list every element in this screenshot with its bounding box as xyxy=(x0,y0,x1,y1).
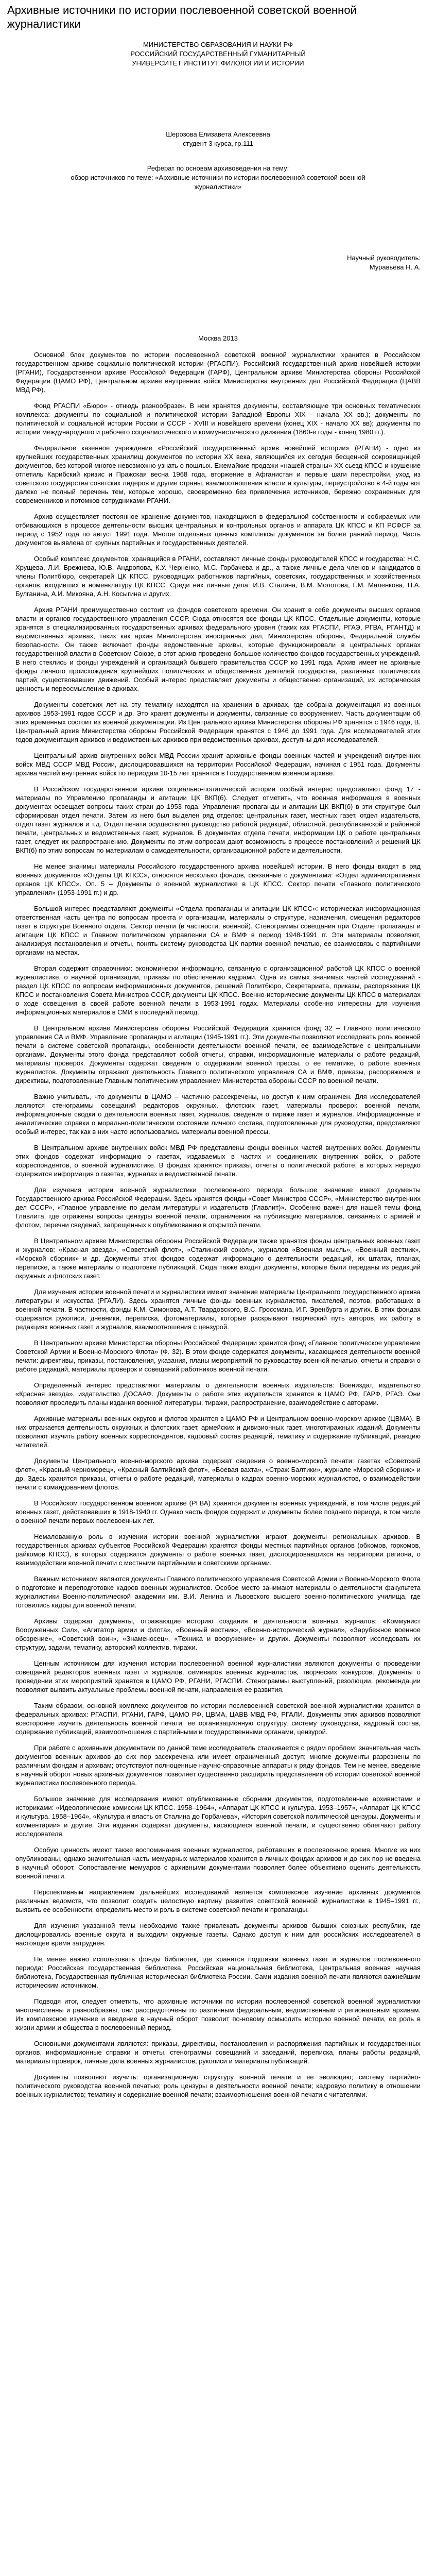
body-paragraph: Определенный интерес представляют материалы о деятельности военных издательств: Воениздат, издательство «Красная звезда», издательство ДОСААФ. Документы о работе этих издательств хранятся в ЦАМО РФ, ГАРФ, РГАЭ. Они позволяют проследить планы издания военной литературы, тиражи, распространение, взаимодействие с авторами. xyxy=(15,1381,421,1406)
body-paragraph: В Центральном архиве внутренних войск МВД РФ представлены фонды военных частей внутренних войск. Документы этих фондов содержат информацию о газетах, издаваемых в частях и соединениях внутренних войск, о работе корреспондентов, о военной журналистике. В фондах хранятся приказы, отчеты о политической работе, в которых нередко содержится информация о газетах, журналах и ведомственной печати. xyxy=(15,1144,421,1178)
document-page xyxy=(0,3,436,2576)
body-paragraph: Большой интерес представляют документы «Отдела пропаганды и агитации ЦК КПСС»: историческая информационная ответственная часть центра по вопросам проекта и организации, материалы о структуре, назначения, смещения редакторов газет в структуре Военного отдела. Сектор печати (в частности, военной). Стенограммы совещания при Отделе пропаганды и агитации ЦК КПСС и Главном политическом управлении СА и ВМФ в период 1948-1991 гг. Эти материалы позволяют, анализируя постановления и отчеты, понять систему руководства ЦК партии военной печатью, ее взаимосвязь с партийными органами на местах. xyxy=(15,905,421,956)
body-paragraph: В Центральном архиве Министерства обороны Российской Федерации также хранятся фонды центральных военных газет и журналов: «Красная звезда», «Советский флот», «Сталинский сокол», журналов «Военная мысль», «Военный вестник», «Морской сборник» и др. Документы этих фондов содержат информацию о деятельности редакций, их штатах, планах, переписке, а также материалы о подготовке публикаций. Сюда также входят документы, которые были переданы из редакций окружных и флотских газет. xyxy=(15,1237,421,1280)
body-paragraph: Особую ценность имеют также воспоминания военных журналистов, работавших в послевоенное время. Многие из них опубликованы, однако значительная часть мемуарных материалов хранится в личных фондах архивов и до сих пор не введена в научный оборот. Сопоставление мемуаров с архивными документами позволяет более объективно оценить деятельность военной печати. xyxy=(15,1846,421,1880)
body-paragraph: Документы позволяют изучить: организационную структуру военной печати и ее эволюцию; систему партийно-политического руководства военной печатью; роль цензуры в деятельности военной печати; кадровую политику в отношении военных журналистов; тематику и содержание военной печати; взаимоотношения военной печати с читателями. xyxy=(15,2073,421,2098)
body-paragraph: Архивные материалы военных округов и флотов хранятся в ЦАМО РФ и Центральном военно-морском архиве (ЦВМА). В них отражается деятельность окружных и флотских газет, армейских и дивизионных газет, многотиражных изданий. Документы позволяют изучить работу военных корреспондентов, кадровый состав редакций, тематику и содержание публикаций, реакцию читателей. xyxy=(15,1415,421,1449)
body-paragraph: Основными документами являются: приказы, директивы, постановления и распоряжения партийных и государственных органов, информационные справки и отчеты, стенограммы совещаний и заседаний, переписка, планы работы редакций, материалы проверок, личные дела военных журналистов, рукописи и материалы публикаций. xyxy=(15,2040,421,2065)
document-body xyxy=(15,350,421,2099)
body-paragraph: Ценным источником для изучения истории послевоенной военной журналистики являются документы о проведении совещаний редакторов военных газет и журналов, семинаров военных журналистов, творческих конкурсов. Документы о проведении этих мероприятий хранятся в ЦАМО РФ, РГАНИ, РГАСПИ. Стенограммы выступлений, резолюции, рекомендации позволяют выявить актуальные проблемы военной печати, направления ее развития. xyxy=(15,1659,421,1693)
body-paragraph: Документы советских лет на эту тематику находятся на хранении в архивах, где собрана документация из военных архивов 1953-1991 годов СССР и др. Это хранят документы и документы, связанные со вооружением. Часть документации об этих временных состоит из военной документации. Из Центрального архива Министерства обороны РФ хранятся с 1946 года, В. Центральный архив Министерства обороны Российской Федерации хранятся с 1946 до 1991 года. Для исследователей этих годов документация архивов и ведомственных архивов при ведомственных архивах, доступны для исследователей. xyxy=(15,701,421,743)
document-title: Архивные источники по истории послевоенной советской военной журналистики xyxy=(7,4,357,30)
city-year: Москва 2013 xyxy=(198,334,238,342)
ministry-line: МИНИСТЕРСТВО ОБРАЗОВАНИЯ И НАУКИ РФ xyxy=(143,41,293,48)
body-paragraph: Архивы содержат документы, отражающие историю создания и деятельности военных журналов: «Коммунист Вооруженных Сил», «Агитатор армии и флота», «Военный вестник», «Военно-исторический журнал», «Зарубежное военное обозрение», «Советский воин», «Знаменосец», «Техника и вооружение» и других. Документы позволяют исследовать их структуру, задачи, тематику, авторский коллектив, тиражи. xyxy=(15,1617,421,1651)
body-paragraph: Архив РГАНИ преимущественно состоит из фондов советского времени. Он хранит в себе документы высших органов власти и органов государственного управления СССР. Сюда относятся все фонды ЦК КПСС. Отдельные документы, которые хранятся в специализированных государственных архивах федерального уровня (таких как РГАСПИ, РГАЭ, РГВА, РГАНТД) и ведомственных архивах, таких как архив Министерства иностранных дел, Министерства обороны, Федеральной службы безопасности. Он также включает фонды ведомственные архивы, которые функционировали в центральных органах государственной власти в Советском Союзе, в этот архив проведено большое количество фондов государственных учреждений. В него стеклись и фонды учреждений и организаций бывшего правительства СССР ко 1991 года. Архив имеет не архивные фонды личного происхождения крупнейших политических и общественных деятелей государства, различных политических партий, существовавших движений. Особый интерес представляет документы и общественно организаций, их историческая ценность и переосмысление в архивах. xyxy=(15,606,421,692)
body-paragraph: Немаловажную роль в изучении истории военной журналистики играют документы региональных архивов. В государственных архивах субъектов Российской Федерации хранятся фонды местных партийных органов (обкомов, горкомов, райкомов КПСС), в которых содержатся документы о работе военных газет, дислоцировавшихся на территории региона, о взаимодействии военной печати с местными партийными и советскими органами. xyxy=(15,1533,421,1567)
body-paragraph: В Центральном архиве Министерства обороны Российской Федерации хранится фонд 32 – Главного политического управления СА и ВМФ. Управление пропаганды и агитации (1945-1991 гг.). Эти документы позволяют исследовать роль военной печати в системе советской пропаганды, особенности деятельности военной печати, ее взаимодействие с центральными органами. Документы этого фонда представляют собой отчеты, справки, информационные материалы о работе редакций, материалы проверок. Документы содержат сведения о содержании военной прессы, о ее тематике, о работе военных журналистов. Документы отражают деятельность Главного политического управления СА и ВМФ, приказы, распоряжения и директивы, подготовленные Главным политическим управлением Министерства обороны СССР по военной печати. xyxy=(15,1024,421,1084)
body-paragraph: Документы Центрального военно-морского архива содержат сведения о военно-морской печати: газетах «Советский флот», «Красный черноморец», «Красный балтийский флот», «Боевая вахта», «Страж Балтики», журнале «Морской сборник» и др. Здесь хранятся приказы, отчеты о работе редакций, материалы о кадрах военно-морских журналистов, о взаимодействии печати с командованием флотов. xyxy=(15,1457,421,1491)
report-topic: обзор источников по теме: «Архивные источники по истории послевоенной советской военной журналистики» xyxy=(71,174,365,191)
body-paragraph: Большое значение для исследования имеют опубликованные сборники документов, подготовленные архивистами и историками: «Идеологические комиссии ЦК КПСС. 1958–1964», «Аппарат ЦК КПСС и культура. 1953–1957», «Аппарат ЦК КПСС и культура. 1958–1964», «Культура и власть от Сталина до Горбачева», «История советской политической цензуры. Документы и комментарии» и другие. Эти издания содержат документы, касающиеся военной печати, и существенно облегчают работу исследователя. xyxy=(15,1795,421,1838)
body-paragraph: Центральный архив внутренних войск МВД России хранит архивные фонды военных частей и учреждений внутренних войск МВД СССР МВД России, дислоцировавшихся на территории Российской Федерации, начиная с 1951 года. Документы архива частей внутренних войск по периодам 10-15 лет хранятся в Государственном военном архиве. xyxy=(15,752,421,777)
body-paragraph: Фонд РГАСПИ «Бюро» - отнюдь разнообразен. В нем хранятся документы, составляющие три основных тематических комплекса: документы по социальной и политической истории Западной Европы XIX - начала XX вв.); документы по политической и социальной истории России и СССР - XVIII и новейшего времени (конец XIX - начало XX вв); документы по истории международного и рабочего социалистического и коммунистического движения (1860-е годы - конец 1980 гг.). xyxy=(15,402,421,436)
supervisor-block xyxy=(15,253,421,272)
body-paragraph: Для изучения указанной темы необходимо также привлекать документы архивов бывших союзных республик, где дислоцировались военные округа и выходили окружные газеты. Однако доступ к ним для российских исследователей в настоящее время затруднен. xyxy=(15,1922,421,1947)
body-paragraph: Подводя итог, следует отметить, что архивные источники по истории послевоенной советской военной журналистики многочисленны и разнообразны, они рассредоточены по различным федеральным, ведомственным и региональным архивам. Их комплексное изучение и введение в научный оборот позволит по-новому осмыслить историю военной печати, ее роль в жизни армии и общества в послевоенный период. xyxy=(15,1997,421,2031)
report-label: Реферат по основам архивоведения на тему: xyxy=(147,164,289,172)
document-sheet xyxy=(15,40,421,2099)
body-paragraph: Важным источником являются документы Главного политического управления Советской Армии и Военно-Морского Флота о подготовке и переподготовке кадров военных журналистов. Особое место занимают материалы о деятельности факультета журналистики Военно-политической академии им. В.И. Ленина и Львовского высшего военно-политического училища, где готовились кадры для военной печати. xyxy=(15,1575,421,1609)
body-paragraph: Федеральное казенное учреждение «Российский государственный архив новейшей истории» (РГАНИ) - одно из крупнейших государственных хранилищ документов по истории XX века, являющийся их сегодня бесценной сокровищницей документов, без которой многое невозможно узнать о пошлых. Ежемайкие продажи «нашей страны» XX сьезд КПСС и крушение отпетиль Карибский кризис и Пражская весна 1968 года, вторжение в Афганистан и первые шаги перестройки, уход из советского государства советских лидеров и другие страны, взаимоотношения власти и культуры, переустройство в 4-й годы вот далеко не полный перечень тем, которые хорошо, своевременно без привлечения источников, бережно сохраненных для современников и потомков сотрудниками РГАНИ. xyxy=(15,444,421,504)
body-paragraph: Важно учитывать, что документы в ЦАМО – частично рассекречены, но доступ к ним ограничен. Для исследователей являются стенограммы совещаний редакторов окружных, флотских газет, материалы проверок военной печати, информационные сводки о деятельности военных газет, журналов, сведения о тираже газет и журналов. Информационные и аналитические справки о морально-политическом состоянии личного состава, подготовленные для руководства, представляют особый интерес, так как в них часто использовались материалы военной прессы. xyxy=(15,1093,421,1136)
body-paragraph: Перспективным направлением дальнейших исследований является комплексное изучение архивных документов различных ведомств, что позволит создать целостную картину развития советской военной журналистики в 1945–1991 гг., выявить ее особенности, определить место и роль в системе советской печати и пропаганды. xyxy=(15,1888,421,1913)
student-group: студент 3 курса, гр.111 xyxy=(183,140,253,147)
body-paragraph: Не менее значимы материалы Российского государственного архива новейшей истории. В него фонды входят в ряд военных документов «Отделы ЦК КПСС», относятся несколько фондов, связанные с документами: «Отдел административных органов ЦК КПСС». Оп. 5 – Документы о военной журналистике в ЦК КПСС. Сектор печати «Главного политического управления» (1953-1991 гг.) и др. xyxy=(15,862,421,896)
university-line: РОССИЙСКИЙ ГОСУДАРСТВЕННЫЙ ГУМАНИТАРНЫЙ xyxy=(130,50,306,58)
body-paragraph: Особый комплекс документов, хранящийся в РГАНИ, составляют личные фонды руководителей КПСС и государства: Н.С. Хрущева, Л.И. Брежнева, Ю.В. Андропова, К.У. Черненко, М.С. Горбачева и др., а также личные дела членов и кандидатов в члены Политбюро, секретарей ЦК КПСС, руководящих работников партийных, советских, государственных и хозяйственных органов, входивших в номенклатуру ЦК КПСС. Среди них личные дела: И.В. Сталина, В.М. Молотова, Г.М. Маленкова, Н.А. Булганина, А.И. Микояна, А.Н. Косыгина и других. xyxy=(15,555,421,598)
author-name: Шерозова Елизавета Алексеевна xyxy=(166,130,270,138)
body-paragraph: Для изучения истории военной журналистики послевоенного периода большое значение имеют документы Государственного архива Российской Федерации. Здесь хранятся фонды «Совет Министров СССР», «Министерство внутренних дел СССР», «Главное управление по делам литературы и издательств (Главлит)». Особенно важен для нашей темы фонд Главлита, где отражены вопросы цензуры военной печати, ограничения на публикацию материалов, связанных с армией и флотом, перечни сведений, запрещенных к опубликованию в открытой печати. xyxy=(15,1186,421,1229)
supervisor-label: Научный руководитель: xyxy=(347,254,421,262)
body-paragraph: В Российском государственном военном архиве (РГВА) хранятся документы военных учреждений, в том числе редакций военных газет, действовавших в 1918-1940 гг. Однако часть фондов содержит и документы более позднего периода, в том числе о военной печати первых послевоенных лет. xyxy=(15,1499,421,1524)
document-header xyxy=(15,40,421,68)
body-paragraph: Таким образом, основной комплекс документов по истории послевоенной советской военной журналистики хранится в федеральных архивах: РГАСПИ, РГАНИ, ГАРФ, ЦАМО РФ, ЦВМА, ЦАВВ МВД РФ, РГАЛИ. Документы этих архивов позволяют всесторонне изучить деятельность военной печати: ее организационную структуру, систему руководства, кадровый состав, содержание публикаций, взаимоотношения с партийными и государственными органами, цензурой. xyxy=(15,1702,421,1736)
supervisor-name: Муравьёва Н. А. xyxy=(369,263,421,271)
institute-line: УНИВЕРСИТЕТ ИНСТИТУТ ФИЛОЛОГИИ И ИСТОРИИ xyxy=(132,59,304,67)
body-paragraph: В Центральном архиве Министерства обороны Российской Федерации хранится фонд «Главное политическое управление Советской Армии и Военно-Морского Флота» (Ф. 32). В этом фонде содержатся документы, касающиеся деятельности военной печати: директивы, приказы, постановления, указания, планы мероприятий по руководству военной печатью, отчеты и справки о работе редакций, материалы проверок и совещаний работников военной печати. xyxy=(15,1339,421,1373)
body-paragraph: Вторая содержит справочники: экономически информацию, связанную с организационной работой ЦК КПСС о военной журналистике, о научной организации, приказы по обеспечению кадрами. Одна из самых значимых частей исследований - раздел ЦК КПСС по вопросам информационных документов, решений Политбюро, Секретариата, приказы, распоряжения ЦК КПСС и постановления Совета Министров СССР, документы ЦК КПСС. Военно-исторические документы ЦК КПСС в материалах о ходе освещения в своей работе военной печати в 1953-1991 годах. Материалы особенно интересны для изучения информационных материалов в СМИ в последний период. xyxy=(15,964,421,1016)
body-paragraph: В Российском государственном архиве социально-политической истории особый интерес представляют фонд 17 - материалы по Управлению пропаганды и агитации ЦК ВКП(б). Следует отметить, что военная информация в военных документах освещает вопросы таких стран до 1953 года. Управления пропаганды и агитации ЦК ВКП(б) в эти структуре был сформирован отдел печати. Затем из него был выделен ряд отделов: центральных газет, местных газет, отдел издательств, отдел газет журналов и т.д. Отдел печати осуществлял руководство работой редакций, областной, республиканской и районной печати, центральных и ведомственных газет, журналов. В документах отдела печати, информации ЦК о работе центральных газет, следует их распространению. Документы по этим вопросам дают возможность в процессе постановлений и решений ЦК ВКП(б) по этим вопросам по материалам о самодеятельности, организационной работе и деятельности. xyxy=(15,785,421,854)
body-paragraph: Основной блок документов по истории послевоенной советской военной журналистики хранится в Российском государственном архиве социально-политической истории (РГАСПИ). Российский государственный архив новейшей истории (РГАНИ), Государственном архиве Российской Федерации (ГАРФ), Центральном архиве Министерства обороны Российской Федерации (ЦАМО РФ), Центральном архиве внутренних войск Министерства внутренних дел Российской Федерации (ЦАВВ МВД РФ). xyxy=(15,351,421,394)
body-paragraph: При работе с архивными документами по данной теме исследователь сталкивается с рядом проблем: значительная часть документов военных архивов до сих пор засекречена или имеет ограниченный доступ; многие документы разрознены по различным фондам и архивам; отсутствуют полноценные научно-справочные аппараты к ряду фондов. Тем не менее, введение в научный оборот новых архивных документов позволяет существенно расширить представления об истории советской военной журналистики послевоенного периода. xyxy=(15,1744,421,1787)
body-paragraph: Для изучения истории военной печати и журналистики имеют значение материалы Центрального государственного архива литературы и искусства (РГАЛИ). Здесь хранятся личные фонды военных журналистов, писателей, поэтов, работавших в военной печати. В частности, фонды К.М. Симонова, А.Т. Твардовского, В.С. Гроссмана, И.Г. Эренбурга и других. В этих фондах содержатся рукописи, дневники, переписка, фотоматериалы, которые раскрывают творческий путь авторов, их работу в редакциях военных газет и журналов, взаимоотношения с цензурой. xyxy=(15,1288,421,1331)
body-paragraph: Не менее важно использовать фонды библиотек, где хранятся подшивки военных газет и журналов послевоенного периода: Российская государственная библиотека, Российская национальная библиотека, Центральная военная научная библиотека, Государственная публичная историческая библиотека России. Сами издания военной печати являются важнейшим историческим источником. xyxy=(15,1955,421,1989)
body-paragraph: Архив осуществляет постоянное хранение документов, находящихся в федеральной собственности и собираемых или отбивающихся в процессе деятельности высших центральных и контрольных органов и аппарата ЦК КПСС и КП РСФСР за период с 1952 года по август 1991 года. Многое отдельных ценных комплексы документов за более ранний период. Часть документов выявлена от крупных партийных и государственных деятелей. xyxy=(15,513,421,547)
